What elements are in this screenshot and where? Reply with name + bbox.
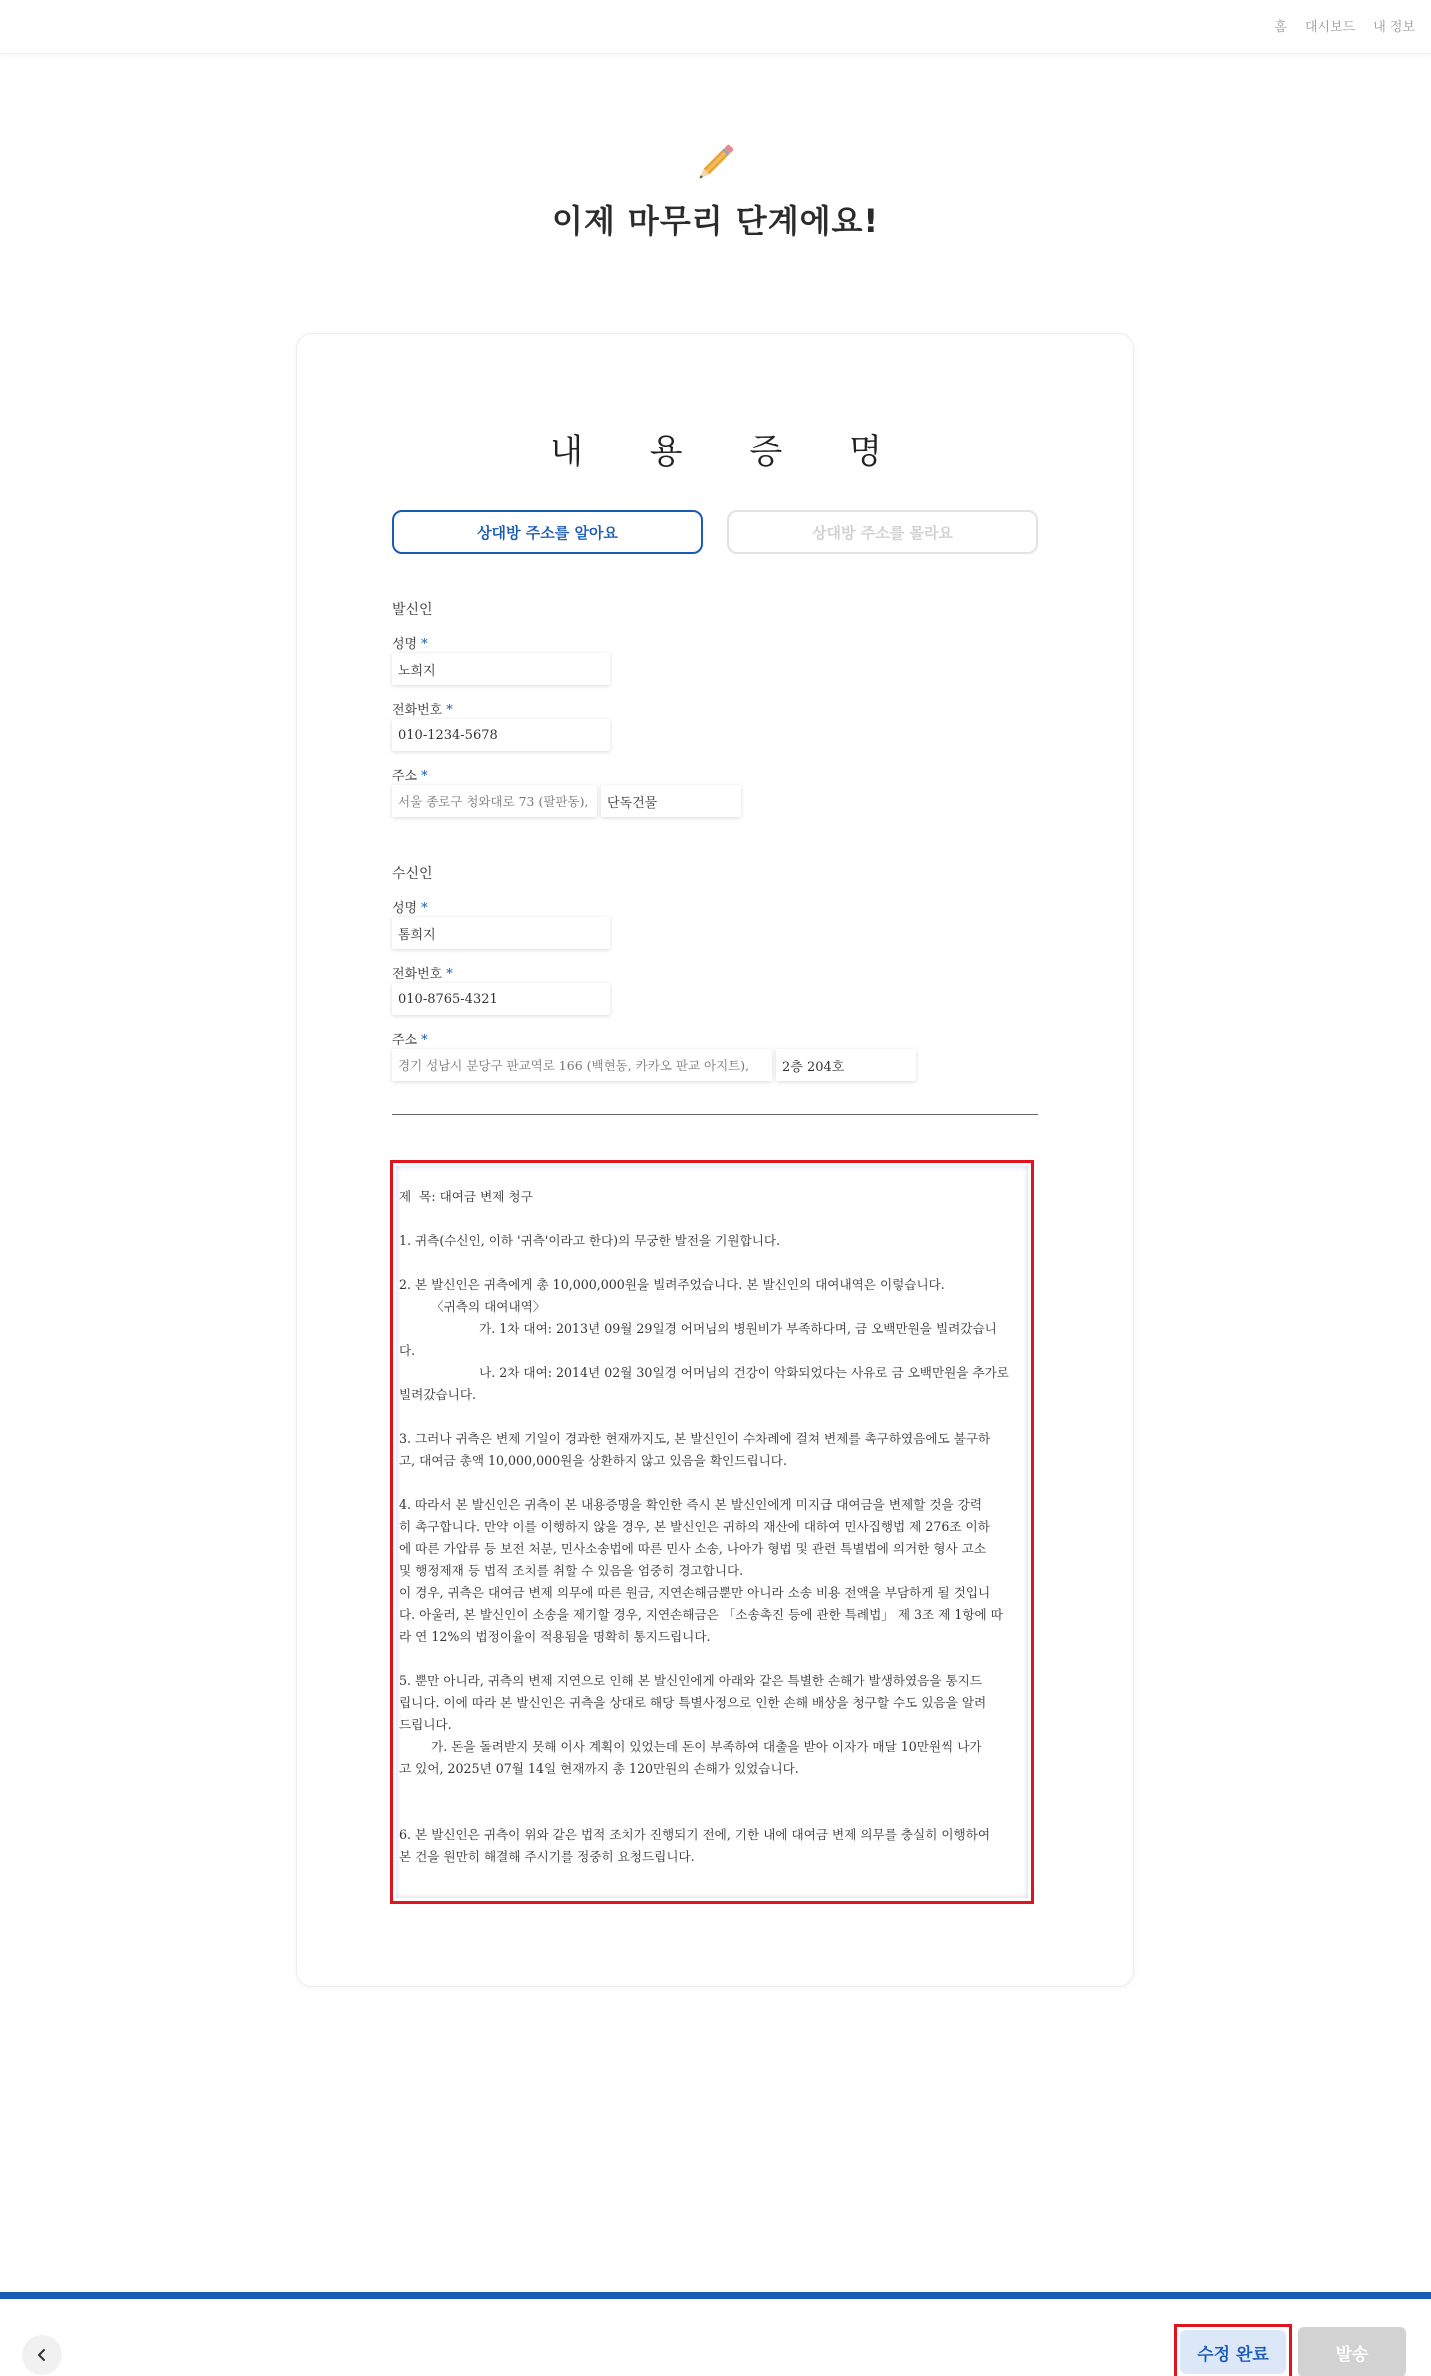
- bottom-action-bar: [0, 2292, 1431, 2376]
- top-nav-links: [1274, 16, 1415, 35]
- pencil-icon: [690, 138, 740, 188]
- top-nav: [0, 0, 1431, 54]
- edit-done-highlight: [1174, 2324, 1292, 2376]
- tab-address-known[interactable]: 상대방 주소를 알아요: [392, 510, 703, 554]
- chevron-left-icon: [35, 2348, 49, 2362]
- letter-body-highlight: [390, 1160, 1034, 1904]
- recipient-address-input[interactable]: 경기 성남시 분당구 판교역로 166 (백현동, 카카오 판교 아지트),: [392, 1049, 772, 1081]
- send-button[interactable]: 발송: [1298, 2327, 1406, 2376]
- nav-dashboard-link[interactable]: 대시보드: [1304, 20, 1356, 35]
- recipient-phone-label: 전화번호 *: [392, 967, 453, 982]
- recipient-phone-input[interactable]: 010-8765-4321: [392, 983, 610, 1015]
- recipient-address-detail-input[interactable]: 2층 204호: [776, 1049, 916, 1081]
- document-title: 내 용 증 명: [550, 432, 910, 472]
- sender-phone-label: 전화번호 *: [392, 703, 453, 718]
- recipient-address-label: 주소 *: [392, 1033, 428, 1048]
- tab-address-unknown[interactable]: 상대방 주소를 몰라요: [727, 510, 1038, 554]
- sender-name-input[interactable]: 노희지: [392, 653, 610, 685]
- required-mark: *: [421, 901, 428, 916]
- required-mark: *: [446, 703, 453, 718]
- page-headline: 이제 마무리 단계에요!: [551, 202, 880, 240]
- sender-phone-input[interactable]: 010-1234-5678: [392, 719, 610, 751]
- recipient-section-label: 수신인: [392, 866, 433, 882]
- back-button[interactable]: [22, 2335, 62, 2375]
- recipient-name-label: 성명 *: [392, 901, 428, 916]
- recipient-name-input[interactable]: 톰희지: [392, 917, 610, 949]
- nav-home-link[interactable]: 홈: [1274, 20, 1287, 35]
- sender-address-label: 주소 *: [392, 769, 428, 784]
- sender-section-label: 발신인: [392, 602, 433, 618]
- letter-body-textarea[interactable]: 제 목: 대여금 변제 청구 1. 귀측(수신인, 이하 '귀측'이라고 한다)의 무궁한 발전을 기원합니다. 2. 본 발신인은 귀측에게 총 10,000,000원을 빌려주었습니다. 본 발신인의 대여내역은 이렇습니다. 〈귀측의 대여내역〉 가. 1차 대여: 2013년 09월 29일경 어머님의 병원비가 부족하다며, 금 오백만원을 빌려갔습니 다. 나. 2차 대여: 2014년 02월 30일경 어머님의 건강이 악화되었다는 사유로 금 오백만원을 추가로 빌려갔습니다. 3. 그러나 귀측은 변제 기일이 경과한 현재까지도, 본 발신인이 수차례에 걸쳐 변제를 촉구하였음에도 불구하 고, 대여금 총액 10,000,000원을 상환하지 않고 있음을 확인드립니다. 4. 따라서 본 발신인은 귀측이 본 내용증명을 확인한 즉시 본 발신인에게 미지급 대여금을 변제할 것을 강력 히 촉구합니다. 만약 이를 이행하지 않을 경우, 본 발신인은 귀하의 재산에 대하여 민사집행법 제 276조 이하 에 따른 가압류 등 보전 처분, 민사소송법에 따른 민사 소송, 나아가 형법 및 관련 특별법에 의거한 형사 고소 및 행정제재 등 법적 조치를 취할 수 있음을 엄중히 경고합니다. 이 경우, 귀측은 대여금 변제 의무에 따른 원금, 지연손해금뿐만 아니라 소송 비용 전액을 부담하게 될 것입니 다. 아울러, 본 발신인이 소송을 제기할 경우, 지연손해금은 「소송촉진 등에 관한 특례법」 제 3조 제 1항에 따 라 연 12%의 법정이율이 적용됨을 명확히 통지드립니다. 5. 뿐만 아니라, 귀측의 변제 지연으로 인해 본 발신인에게 아래와 같은 특별한 손해가 발생하였음을 통지드 립니다. 이에 따라 본 발신인은 귀측을 상대로 해당 특별사정으로 인한 손해 배상을 청구할 수도 있음을 알려 드립니다. 가. 돈을 돌려받지 못해 이사 계획이 있었는데 돈이 부족하여 대출을 받아 이자가 매달 10만원씩 나가 고 있어, 2025년 07월 14일 현재까지 총 120만원의 손해가 있었습니다. 6. 본 발신인은 귀측이 위와 같은 법적 조치가 진행되기 전에, 기한 내에 대여금 변제 의무를 충실히 이행하여 본 건을 원만히 해결해 주시기를 정중히 요청드립니다.: [396, 1166, 1028, 1898]
- section-divider: [392, 1114, 1038, 1115]
- required-mark: *: [421, 637, 428, 652]
- required-mark: *: [421, 769, 428, 784]
- required-mark: *: [446, 967, 453, 982]
- sender-address-input[interactable]: 서울 종로구 청와대로 73 (팔판동),: [392, 785, 597, 817]
- required-mark: *: [421, 1033, 428, 1048]
- nav-my-info-link[interactable]: 내 정보: [1373, 20, 1415, 35]
- document-card: [296, 333, 1134, 1987]
- sender-address-detail-input[interactable]: 단독건물: [601, 785, 741, 817]
- edit-done-button[interactable]: 수정 완료: [1180, 2330, 1286, 2374]
- sender-name-label: 성명 *: [392, 637, 428, 652]
